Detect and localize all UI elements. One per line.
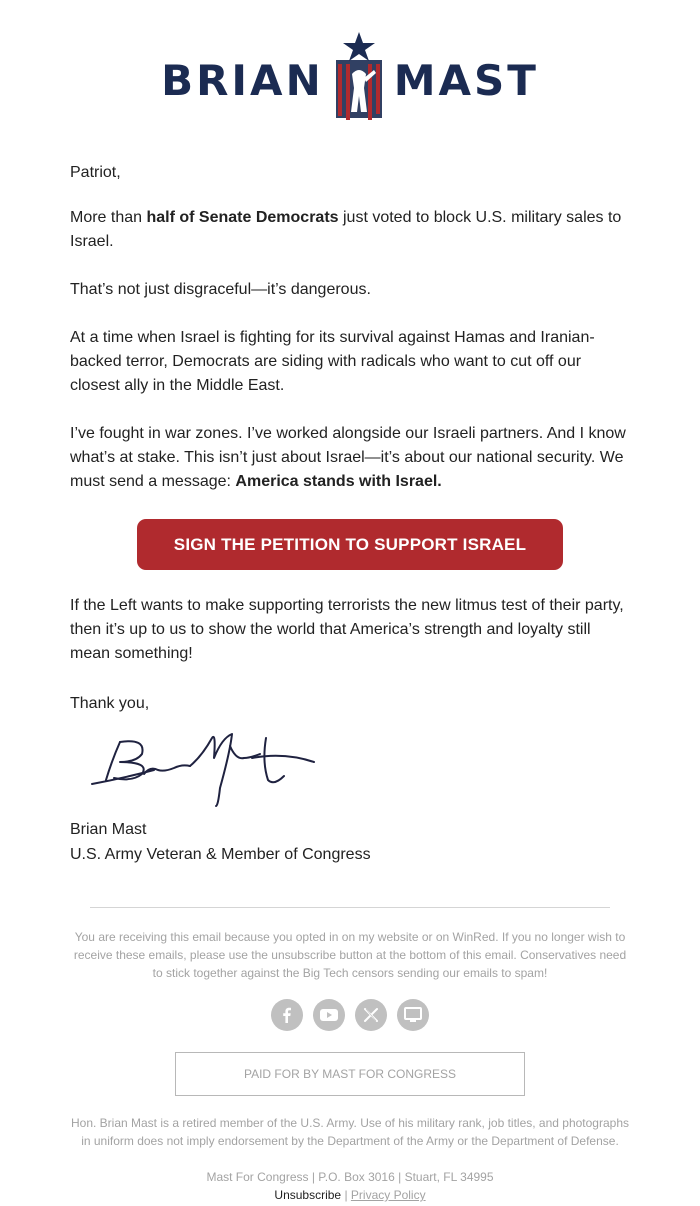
social-links [0,999,700,1031]
paragraph-senate-vote [70,206,630,254]
facebook-icon[interactable] [271,999,303,1031]
privacy-policy-link[interactable]: Privacy Policy [350,1188,426,1202]
flag-star-emblem-icon [330,30,388,131]
paid-for-box: PAID FOR BY MAST FOR CONGRESS [175,1052,525,1096]
sign-petition-button[interactable]: SIGN THE PETITION TO SUPPORT ISRAEL [137,519,563,570]
website-icon[interactable] [397,999,429,1031]
closing [70,692,630,716]
paragraph-war-zones [70,422,630,494]
optin-notice: You are receiving this email because you opted in on my website or on WinRed. If you no longer wish to receive these emails, please use the unsubscribe button at the bottom of this email. Conservatives need to stick together against the Big Tech censors sending our emails to spam! [73,930,627,980]
p1-start: More than [70,209,147,226]
p1-emphasis: half of Senate Democrats [146,209,339,226]
paragraph-dangerous [70,278,630,302]
x-icon[interactable] [355,999,387,1031]
signer-block [70,817,371,867]
p4-emphasis: America stands with Israel. [235,473,442,490]
military-disclaimer: Hon. Brian Mast is a retired member of the U.S. Army. Use of his military rank, job titles, and photographs in uniform does not imply endorsement by the Department of the Army or the Department of Defense. [70,1116,629,1148]
youtube-icon[interactable] [313,999,345,1031]
footer-links [0,1186,700,1204]
paragraph-israel-survival [70,326,630,398]
greeting-text: Patriot, [70,164,121,181]
handwritten-signature [84,718,324,818]
unsubscribe-link[interactable]: Unsubscribe [274,1188,342,1202]
p2-text: That’s not just disgraceful—it’s dangerous. [70,281,371,298]
p1-end: just voted to block U.S. military sales to Israel. [70,209,622,250]
p3-text: At a time when Israel is fighting for its survival against Hamas and Iranian-backed terror, Democrats are siding with radicals who want to cut off our closest ally in the Middle East. [70,329,595,394]
closing-text: Thank you, [70,695,150,712]
footer-divider [90,907,610,908]
p5-text: If the Left wants to make supporting terrorists the new litmus test of their party, then it’s up to us to show the world that America’s strength and loyalty still mean something! [70,597,624,662]
logo-text-right: MAST [393,55,539,105]
p4-text: I’ve fought in war zones. I’ve worked alongside our Israeli partners. And I know what’s at stake. This isn’t just about Israel—it’s about our national security. We must send a message: [70,425,626,490]
paragraph-left-litmus [70,594,630,666]
signer-title: U.S. Army Veteran & Member of Congress [70,846,371,863]
logo-text-left: BRIAN [161,55,324,105]
link-separator: | [341,1188,351,1202]
signer-name: Brian Mast [70,821,147,838]
brand-logo [0,30,700,130]
mailing-address: Mast For Congress | P.O. Box 3016 | Stuart, FL 34995 [206,1170,494,1184]
greeting [70,161,630,185]
